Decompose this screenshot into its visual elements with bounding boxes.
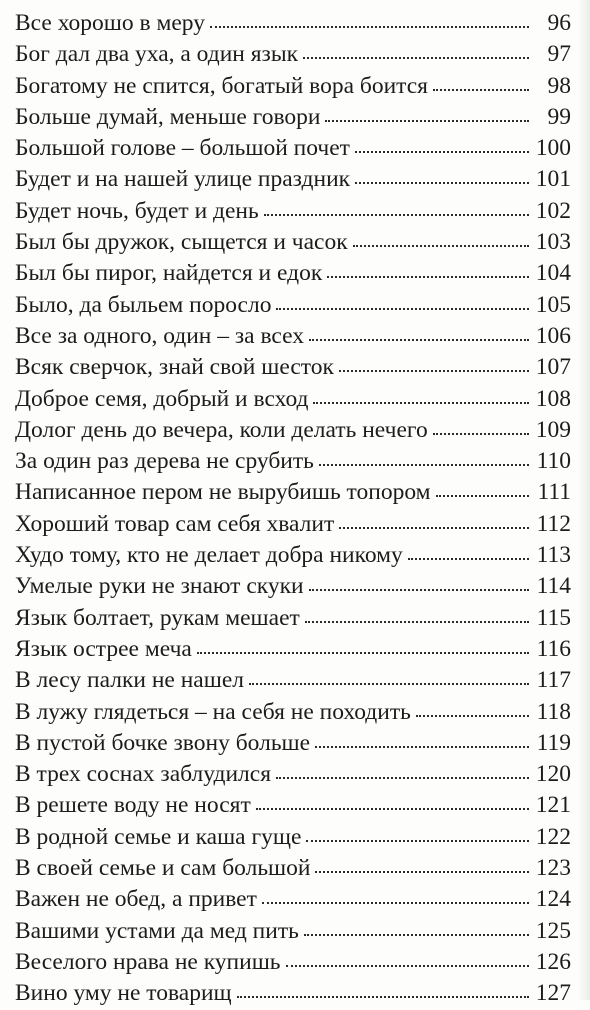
toc-entry-title: Язык болтает, рукам мешает <box>15 604 300 631</box>
toc-entry <box>15 884 571 915</box>
toc-entry-title: Вашими устами да мед пить <box>15 917 299 944</box>
dot-leader <box>433 433 529 435</box>
toc-entry-title: Долог день до вечера, коли делать нечего <box>15 416 428 443</box>
toc-entry <box>15 133 571 164</box>
toc-entry-title: Бог дал два уха, а один язык <box>15 41 299 68</box>
toc-entry-title: Важен не обед, а привет <box>15 886 257 913</box>
dot-leader <box>436 495 529 497</box>
toc-entry <box>15 39 571 70</box>
dot-leader <box>303 57 529 59</box>
toc-entry-title: Больше думай, меньше говори <box>15 103 321 130</box>
toc-entry-title: Все за одного, один – за всех <box>15 322 305 349</box>
toc-entry <box>15 853 571 884</box>
dot-leader <box>408 558 529 560</box>
toc-entry-title: Всяк сверчок, знай свой шесток <box>15 354 334 381</box>
toc-entry-page-number: 106 <box>535 322 571 349</box>
dot-leader <box>315 746 529 748</box>
toc-entry-page-number: 127 <box>535 980 571 1007</box>
toc-entry-title: В родной семье и каша гуще <box>15 823 302 850</box>
toc-entry-page-number: 109 <box>535 416 571 443</box>
dot-leader <box>313 402 529 404</box>
toc-entry-page-number: 105 <box>535 291 571 318</box>
toc-entry-title: В лесу палки не нашел <box>15 667 244 694</box>
dot-leader <box>355 182 529 184</box>
toc-entry-page-number: 115 <box>536 604 571 631</box>
toc-entry <box>15 8 571 39</box>
toc-entry <box>15 978 571 1009</box>
toc-entry-title: Умелые руки не знают скуки <box>15 573 304 600</box>
toc-entry <box>15 822 571 853</box>
dot-leader <box>276 777 529 779</box>
toc-entry-page-number: 113 <box>536 542 571 569</box>
toc-entry-page-number: 99 <box>547 103 571 130</box>
toc-entry <box>15 384 571 415</box>
toc-entry-page-number: 108 <box>535 385 571 412</box>
dot-leader <box>197 652 529 654</box>
toc-entry-page-number: 122 <box>535 823 571 850</box>
toc-entry-page-number: 120 <box>535 761 571 788</box>
table-of-contents <box>15 8 571 1010</box>
toc-entry <box>15 728 571 759</box>
toc-entry-title: Худо тому, кто не делает добра никому <box>15 542 403 569</box>
toc-entry-page-number: 96 <box>547 10 571 36</box>
dot-leader <box>315 871 529 873</box>
toc-entry-title: Язык острее меча <box>15 635 192 662</box>
toc-entry <box>15 477 571 508</box>
dot-leader <box>304 934 529 936</box>
toc-entry-title: Богатому не спится, богатый вора боится <box>15 72 428 99</box>
toc-entry-page-number: 101 <box>535 166 571 193</box>
page-edge-shadow <box>578 0 590 1000</box>
toc-entry-page-number: 118 <box>536 698 571 725</box>
dot-leader <box>309 589 529 591</box>
dot-leader <box>286 965 529 967</box>
toc-entry <box>15 947 571 978</box>
toc-entry <box>15 164 571 195</box>
toc-entry-title: В трех соснах заблудился <box>15 761 272 788</box>
dot-leader <box>305 621 529 623</box>
dot-leader <box>353 245 529 247</box>
toc-entry <box>15 540 571 571</box>
toc-entry-page-number: 98 <box>547 72 571 99</box>
toc-entry-page-number: 111 <box>537 479 571 506</box>
dot-leader <box>256 808 529 810</box>
dot-leader <box>355 151 529 153</box>
toc-entry <box>15 321 571 352</box>
toc-entry-title: Большой голове – большой почет <box>15 135 350 162</box>
toc-entry <box>15 290 571 321</box>
toc-entry <box>15 603 571 634</box>
toc-entry-page-number: 114 <box>536 573 571 600</box>
toc-entry-page-number: 117 <box>536 667 571 694</box>
toc-entry-title: Веселого нрава не купишь <box>15 948 281 975</box>
toc-entry-page-number: 123 <box>535 855 571 882</box>
toc-entry-page-number: 126 <box>535 948 571 975</box>
toc-entry-page-number: 119 <box>536 729 571 756</box>
toc-entry-title: В лужу глядеться – на себя не походить <box>15 698 411 725</box>
toc-entry <box>15 227 571 258</box>
toc-entry-page-number: 107 <box>535 354 571 381</box>
dot-leader <box>262 902 529 904</box>
toc-entry <box>15 352 571 383</box>
dot-leader <box>237 996 529 998</box>
toc-entry-title: Написанное пером не вырубишь топором <box>15 479 431 506</box>
toc-entry <box>15 665 571 696</box>
toc-entry-page-number: 97 <box>547 41 571 68</box>
dot-leader <box>327 276 529 278</box>
toc-entry-page-number: 124 <box>535 886 571 913</box>
toc-entry-title: Будет и на нашей улице праздник <box>15 166 351 193</box>
toc-entry-title: В решете воду не носят <box>15 792 251 819</box>
toc-entry-page-number: 121 <box>535 792 571 819</box>
toc-entry <box>15 415 571 446</box>
toc-entry-page-number: 100 <box>535 135 571 162</box>
toc-entry-title: Был бы дружок, сыщется и часок <box>15 229 348 256</box>
toc-entry-page-number: 125 <box>535 917 571 944</box>
dot-leader <box>416 715 529 717</box>
toc-entry-title: Вино уму не товарищ <box>15 980 232 1007</box>
toc-entry <box>15 634 571 665</box>
toc-entry <box>15 509 571 540</box>
dot-leader <box>264 214 529 216</box>
toc-entry <box>15 916 571 947</box>
toc-entry-title: Было, да быльем поросло <box>15 291 272 318</box>
toc-entry <box>15 790 571 821</box>
dot-leader <box>339 370 529 372</box>
toc-entry-page-number: 116 <box>536 635 571 662</box>
toc-entry <box>15 446 571 477</box>
dot-leader <box>309 339 529 341</box>
toc-entry <box>15 196 571 227</box>
dot-leader <box>210 26 529 28</box>
toc-entry-title: Все хорошо в меру <box>15 10 205 36</box>
toc-entry-title: В своей семье и сам большой <box>15 855 311 882</box>
toc-entry <box>15 258 571 289</box>
toc-entry-page-number: 104 <box>535 260 571 287</box>
toc-entry <box>15 697 571 728</box>
toc-entry <box>15 571 571 602</box>
toc-entry-title: Доброе семя, добрый и всход <box>15 385 309 412</box>
toc-entry-title: Хороший товар сам себя хвалит <box>15 510 335 537</box>
toc-entry-title: В пустой бочке звону больше <box>15 729 311 756</box>
dot-leader <box>276 308 529 310</box>
dot-leader <box>306 840 529 842</box>
toc-entry-title: Был бы пирог, найдется и едок <box>15 260 323 287</box>
toc-entry-title: За один раз дерева не срубить <box>15 448 314 475</box>
dot-leader <box>319 464 529 466</box>
toc-entry <box>15 71 571 102</box>
dot-leader <box>249 683 529 685</box>
dot-leader <box>325 120 529 122</box>
dot-leader <box>339 527 529 529</box>
toc-entry-page-number: 112 <box>536 510 571 537</box>
toc-entry-page-number: 102 <box>535 197 571 224</box>
dot-leader <box>433 89 529 91</box>
toc-entry-title: Будет ночь, будет и день <box>15 197 259 224</box>
toc-entry-page-number: 110 <box>536 448 571 475</box>
toc-entry <box>15 759 571 790</box>
toc-entry-page-number: 103 <box>535 229 571 256</box>
toc-entry <box>15 102 571 133</box>
